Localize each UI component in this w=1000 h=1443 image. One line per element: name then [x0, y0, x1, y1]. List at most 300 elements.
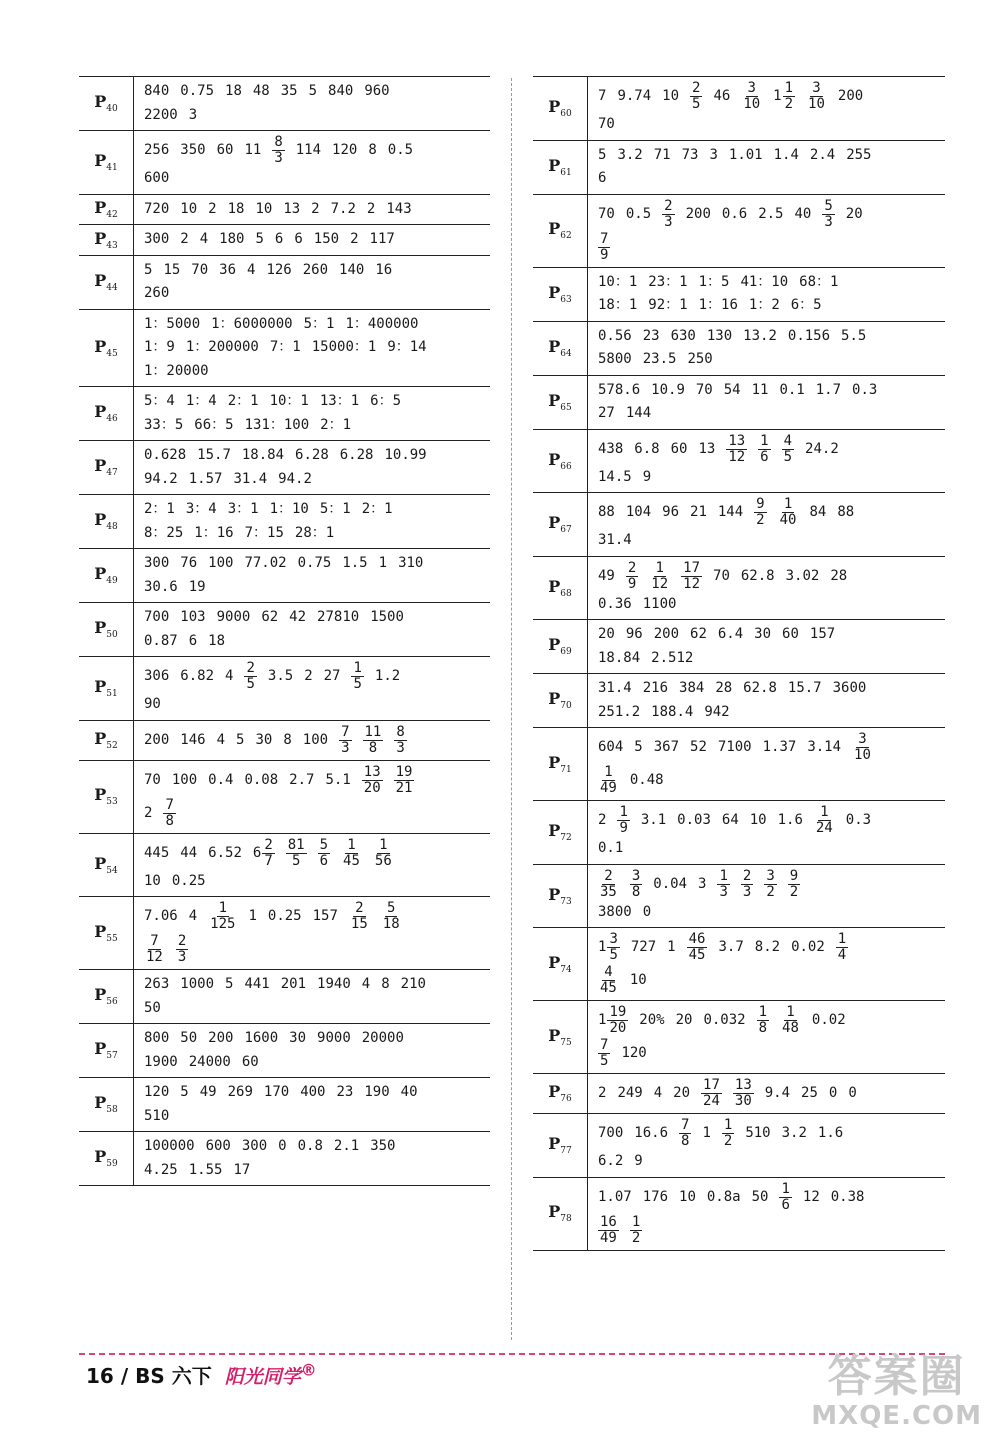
- fraction: [630, 869, 642, 900]
- answer-values: [588, 674, 946, 728]
- fraction-numerator: 1: [353, 660, 362, 676]
- answer-line: [598, 764, 939, 797]
- answer-value: 942: [704, 703, 730, 720]
- answer-row: [79, 760, 490, 833]
- answer-value: 24000: [188, 1053, 231, 1070]
- answer-value: 100: [302, 731, 329, 748]
- answer-line: [144, 198, 484, 222]
- answer-value: 600: [144, 170, 170, 186]
- page-letter: P: [548, 282, 561, 302]
- page-number-sub: 74: [560, 965, 572, 976]
- answer-value: 1：400000: [345, 315, 419, 332]
- fraction: [244, 661, 256, 692]
- answer-line: [144, 1081, 484, 1105]
- fraction-denominator: 3: [824, 213, 833, 230]
- fraction-numerator: 2: [692, 80, 701, 96]
- answer-value: 20: [845, 205, 863, 222]
- footer: [86, 1360, 317, 1389]
- answer-value: 1100: [642, 595, 677, 612]
- page-label: [79, 603, 134, 657]
- answer-values: [588, 493, 946, 557]
- answer-value: 41：10: [740, 273, 789, 290]
- answer-line: [598, 901, 939, 925]
- page-letter: P: [94, 336, 107, 356]
- fraction-denominator: 2: [789, 883, 799, 900]
- answer-value: 64: [721, 812, 739, 828]
- answer-value: 20: [673, 1085, 691, 1101]
- page-label: [79, 833, 134, 897]
- fraction: [783, 81, 795, 112]
- fraction: [362, 765, 383, 796]
- fraction-denominator: 35: [600, 883, 617, 900]
- page-letter: P: [94, 402, 107, 422]
- answer-value: 2: [350, 231, 359, 247]
- answer-line: [144, 414, 484, 438]
- answer-value: 60: [241, 1053, 259, 1070]
- answer-value: 16: [375, 261, 393, 278]
- fraction-numerator: 13: [728, 432, 746, 449]
- answer-values: [134, 720, 491, 760]
- answer-value: 6: [274, 231, 284, 247]
- fraction: [144, 934, 165, 965]
- answer-line: [144, 313, 484, 337]
- answer-value: 0: [848, 1085, 857, 1101]
- fraction-numerator: 1: [760, 432, 769, 449]
- answer-line: [144, 693, 484, 717]
- fraction-numerator: 2: [264, 836, 273, 853]
- answer-value: 310: [398, 555, 424, 571]
- fraction-numerator: 19: [609, 1004, 627, 1020]
- answer-value: 4: [361, 976, 371, 992]
- fraction-denominator: 20: [609, 1020, 627, 1036]
- answer-value: 4: [653, 1085, 663, 1101]
- answer-value: 0.3: [845, 812, 872, 828]
- answer-value: 15.7: [197, 447, 231, 463]
- fraction: [852, 732, 873, 763]
- fraction-denominator: 8: [631, 883, 641, 900]
- fraction-numerator: 46: [688, 931, 706, 947]
- answer-line: [598, 294, 939, 318]
- page-number-sub: 67: [560, 525, 572, 536]
- answer-line: [144, 522, 484, 546]
- fraction-numerator: 7: [341, 723, 350, 740]
- answer-line: [598, 701, 939, 725]
- fraction: [778, 497, 799, 528]
- answer-row: [79, 657, 490, 721]
- answer-value: 52: [690, 739, 707, 755]
- page-letter: P: [548, 449, 561, 469]
- answer-values: [134, 387, 491, 441]
- fraction-denominator: 3: [274, 150, 283, 166]
- answer-line: [598, 731, 939, 764]
- answer-value: 260: [144, 285, 170, 301]
- answer-value: 71: [653, 146, 671, 163]
- answer-value: 157: [809, 626, 836, 642]
- answer-value: 2: [180, 231, 189, 247]
- answer-line: [144, 104, 484, 128]
- answer-line: [598, 1117, 939, 1150]
- answer-value: 18.84: [241, 447, 285, 463]
- answer-line: [598, 593, 939, 617]
- answer-value: 7: [598, 88, 607, 104]
- fraction-numerator: 1: [379, 836, 388, 853]
- answer-value: 30.6: [144, 578, 178, 595]
- answer-value: 0.75: [297, 555, 332, 571]
- fraction: [349, 901, 370, 932]
- answer-value: 6.8: [634, 440, 660, 457]
- answer-value: 0.56: [598, 327, 632, 344]
- fraction: [779, 1182, 791, 1213]
- fraction-denominator: 45: [688, 947, 706, 963]
- answer-value: 3800: [598, 903, 632, 920]
- answer-value: 31.4: [233, 470, 268, 487]
- answer-value: 10: [679, 1188, 696, 1205]
- fraction: [662, 199, 674, 230]
- page-letter: P: [94, 677, 107, 697]
- answer-value: 5: [634, 739, 643, 755]
- answer-value: 1：16: [194, 524, 234, 541]
- fraction-denominator: 2: [784, 96, 794, 112]
- answer-value: 49: [199, 1084, 217, 1100]
- answer-value: 7：15: [244, 524, 284, 541]
- answer-row: [533, 77, 945, 141]
- page-letter: P: [548, 752, 561, 772]
- answer-value: 2：1: [361, 501, 393, 517]
- page-label: [79, 441, 134, 495]
- page-label: [533, 194, 588, 267]
- answer-line: [598, 529, 939, 553]
- fraction-numerator: 1: [786, 1004, 795, 1020]
- fraction-numerator: 81: [287, 836, 305, 853]
- answer-value: 1.6: [817, 1125, 844, 1141]
- page-number-sub: 65: [560, 403, 572, 414]
- answer-line: [598, 1037, 939, 1070]
- fraction: [679, 1118, 691, 1149]
- answer-value: 510: [745, 1125, 771, 1141]
- answer-value: 5：1: [319, 501, 351, 517]
- fraction-denominator: 8: [681, 1133, 690, 1149]
- fraction-numerator: 1: [820, 804, 829, 820]
- answer-value: 201: [280, 976, 307, 992]
- answer-row: [79, 1132, 490, 1186]
- answer-value: 70: [713, 567, 730, 584]
- answer-value: 0.75: [180, 83, 215, 99]
- answer-row: [533, 1177, 945, 1250]
- answer-value: 96: [625, 626, 643, 642]
- answer-value: 14.5: [598, 468, 632, 485]
- answer-value: 27: [323, 668, 341, 684]
- fraction-numerator: 1: [218, 900, 228, 916]
- answer-value: 445: [144, 844, 170, 861]
- fraction: [607, 1005, 628, 1036]
- page-letter: P: [94, 985, 107, 1005]
- answer-value: 27: [598, 405, 615, 421]
- page-separator: /: [120, 1364, 129, 1388]
- page-number-sub: 53: [106, 797, 118, 808]
- page-label: [533, 928, 588, 1001]
- answer-line: [598, 1181, 939, 1214]
- fraction-numerator: 1: [781, 1180, 790, 1197]
- answer-value: 62.8: [740, 567, 775, 584]
- page-number-sub: 60: [560, 109, 572, 120]
- answer-value: 114: [295, 142, 322, 158]
- answer-value: 10: [629, 972, 647, 988]
- answer-value: 176: [642, 1188, 669, 1205]
- fraction-denominator: 2: [723, 1133, 733, 1149]
- answer-line: [144, 1135, 484, 1159]
- answer-row: [79, 549, 490, 603]
- answer-value: 28：1: [294, 524, 335, 541]
- answer-value: 143: [386, 200, 412, 217]
- fraction: [262, 838, 274, 869]
- page-number-sub: 47: [106, 468, 118, 479]
- answer-value: 62: [261, 609, 279, 625]
- answer-value: 1: [667, 939, 676, 955]
- fraction: [690, 81, 702, 112]
- answer-row: [533, 1114, 945, 1178]
- page-number-sub: 51: [106, 689, 118, 700]
- answer-line: [598, 1214, 939, 1247]
- fraction-numerator: 11: [364, 723, 382, 740]
- answer-value: 10: [180, 200, 198, 217]
- answer-value: 0.25: [267, 908, 302, 924]
- answer-values: [588, 194, 946, 267]
- answer-value: 0.87: [144, 632, 178, 649]
- fraction: [339, 725, 351, 756]
- fraction-numerator: 3: [858, 731, 867, 747]
- page-label: [533, 267, 588, 321]
- answer-value: 70: [598, 205, 615, 222]
- answer-value: 9: [642, 468, 652, 485]
- answer-values: [134, 833, 491, 897]
- answer-value: 77.02: [244, 555, 287, 571]
- page-letter: P: [94, 270, 107, 290]
- answer-value: 49: [598, 567, 615, 584]
- page-number-sub: 71: [560, 765, 572, 776]
- page-number-sub: 57: [106, 1051, 118, 1062]
- answer-value: 9000: [317, 1030, 351, 1046]
- answer-value: 10: [749, 812, 767, 828]
- answer-value: 94.2: [144, 470, 178, 487]
- answer-value: 700: [598, 1125, 624, 1141]
- answer-values: [134, 194, 491, 225]
- answer-value: 4.25: [144, 1161, 178, 1178]
- fraction: [782, 434, 794, 465]
- answer-value: 18：1: [598, 297, 638, 313]
- answer-value: 188.4: [651, 703, 694, 720]
- answer-value: 16.6: [634, 1125, 669, 1141]
- fraction: [806, 81, 827, 112]
- answer-line: [144, 606, 484, 630]
- page-label: [533, 429, 588, 493]
- answer-row: [79, 970, 490, 1024]
- fraction-denominator: 8: [758, 1020, 768, 1036]
- answer-line: [598, 348, 939, 372]
- answer-line: [598, 931, 939, 964]
- answer-value: 9：14: [387, 339, 427, 355]
- answer-line: [144, 797, 484, 830]
- answer-value: 1：5: [698, 273, 730, 290]
- answer-line: [598, 379, 939, 403]
- answer-value: 0: [278, 1138, 287, 1154]
- fraction-numerator: 3: [766, 867, 775, 884]
- answer-values: [588, 1177, 946, 1250]
- answer-value: 10: [255, 200, 273, 217]
- answer-value: 40: [400, 1084, 418, 1100]
- fraction-numerator: 17: [703, 1077, 720, 1093]
- answer-values: [134, 495, 491, 549]
- answer-value: 7100: [717, 739, 752, 755]
- answer-value: 384: [679, 680, 705, 696]
- answer-line: [598, 198, 939, 231]
- answer-row: [533, 429, 945, 493]
- answer-value: 100: [171, 771, 198, 788]
- fraction-denominator: 5: [609, 947, 618, 963]
- answer-values: [588, 1074, 946, 1114]
- fraction-denominator: 125: [210, 916, 236, 932]
- answer-value: 76: [180, 555, 198, 571]
- answer-line: [144, 630, 484, 654]
- answer-value: 31.4: [598, 680, 632, 696]
- answer-value: 1：9: [144, 339, 175, 355]
- answer-value: 200: [208, 1030, 234, 1046]
- fraction: [394, 725, 406, 756]
- fraction: [598, 869, 619, 900]
- answer-value: 5: [180, 1084, 189, 1100]
- fraction: [780, 1005, 801, 1036]
- page-label: [79, 549, 134, 603]
- page-number-sub: 49: [106, 576, 118, 587]
- answer-value: 3.02: [785, 567, 820, 584]
- page-label: [79, 720, 134, 760]
- fraction-numerator: 1: [783, 496, 793, 512]
- answer-row: [79, 603, 490, 657]
- page-label: [533, 674, 588, 728]
- answer-value: 2：1: [320, 416, 352, 433]
- answer-line: [598, 271, 939, 295]
- fraction: [758, 434, 770, 465]
- answer-value: 5: [308, 83, 318, 99]
- page-number-sub: 69: [560, 647, 572, 658]
- answer-value: 23.5: [642, 351, 677, 367]
- page-label: [533, 1114, 588, 1178]
- answer-value: 5: [598, 146, 607, 163]
- page-number: 16: [86, 1364, 114, 1388]
- answer-row: [533, 864, 945, 928]
- answer-values: [588, 620, 946, 674]
- page-letter: P: [94, 728, 107, 748]
- answer-value: 0.156: [787, 327, 831, 344]
- fraction-denominator: 5: [353, 676, 362, 692]
- mixed-whole: 6: [252, 844, 262, 861]
- watermark-logo: 答案圈: [827, 1351, 966, 1402]
- answer-value: 28: [715, 680, 733, 696]
- answer-value: 3.5: [267, 668, 294, 684]
- answer-value: 88: [837, 504, 855, 520]
- answer-value: 20: [675, 1012, 693, 1028]
- answer-value: 2: [311, 200, 320, 217]
- answer-line: [598, 804, 939, 837]
- answer-value: 2：1: [227, 393, 259, 409]
- fraction: [363, 725, 384, 756]
- fraction-denominator: 6: [319, 852, 329, 869]
- answer-value: 30: [754, 626, 772, 642]
- fraction-denominator: 20: [363, 779, 381, 796]
- answer-value: 62.8: [743, 680, 777, 696]
- fraction: [757, 1005, 769, 1036]
- answer-line: [144, 167, 484, 191]
- page-label: [533, 1001, 588, 1074]
- answer-row: [533, 1074, 945, 1114]
- answer-value: 1000: [180, 976, 215, 992]
- answer-value: 18: [225, 83, 242, 99]
- answer-value: 50: [144, 999, 161, 1016]
- answer-value: 20%: [639, 1012, 665, 1028]
- fraction: [598, 1038, 610, 1069]
- answer-value: 1：6000000: [211, 315, 293, 332]
- answer-value: 5: [144, 261, 153, 278]
- answer-value: 7.2: [330, 200, 356, 217]
- fraction-denominator: 15: [350, 916, 368, 932]
- fraction-denominator: 5: [291, 852, 301, 869]
- page-number-sub: 66: [560, 461, 572, 472]
- answer-value: 23：1: [648, 273, 688, 290]
- answer-value: 263: [144, 976, 170, 992]
- answer-value: 400: [300, 1084, 326, 1100]
- answer-value: 210: [400, 976, 426, 992]
- answer-value: 250: [687, 351, 713, 367]
- fraction-denominator: 24: [815, 820, 833, 836]
- page-letter: P: [548, 155, 561, 175]
- fraction-numerator: 1: [784, 80, 794, 96]
- answer-value: 200: [685, 205, 711, 222]
- brand-name: 阳光同学: [224, 1366, 301, 1388]
- answer-value: 9.74: [617, 88, 652, 104]
- answer-row: [79, 1078, 490, 1132]
- answer-value: 21: [690, 504, 707, 520]
- answer-line: [598, 231, 939, 264]
- page-number-sub: 56: [106, 997, 118, 1008]
- answer-value: 2.7: [289, 771, 315, 788]
- answer-value: 3: [698, 875, 707, 892]
- answer-row: [79, 1024, 490, 1078]
- page-number-sub: 78: [560, 1214, 572, 1225]
- fraction: [701, 1078, 722, 1109]
- answer-line: [144, 724, 484, 757]
- fraction: [176, 934, 188, 965]
- answer-row: [533, 556, 945, 620]
- answer-value: 27810: [317, 609, 360, 625]
- fraction-numerator: 7: [165, 796, 174, 813]
- answer-line: [144, 973, 484, 997]
- fraction: [394, 765, 415, 796]
- answer-value: 150: [313, 231, 340, 247]
- fraction-numerator: 2: [627, 559, 637, 576]
- page-label: [533, 1074, 588, 1114]
- answer-values: [588, 429, 946, 493]
- answer-values: [134, 549, 491, 603]
- fraction: [741, 81, 762, 112]
- answer-line: [598, 466, 939, 490]
- answer-value: 2: [598, 1085, 607, 1101]
- answer-line: [144, 228, 484, 252]
- answer-value: 1.6: [777, 812, 803, 828]
- answer-value: 6.52: [208, 844, 242, 861]
- answer-value: 5: [236, 731, 245, 748]
- answer-table-left: [79, 76, 490, 1186]
- watermark-url: MXQE.COM: [811, 1401, 982, 1431]
- page-letter: P: [548, 884, 561, 904]
